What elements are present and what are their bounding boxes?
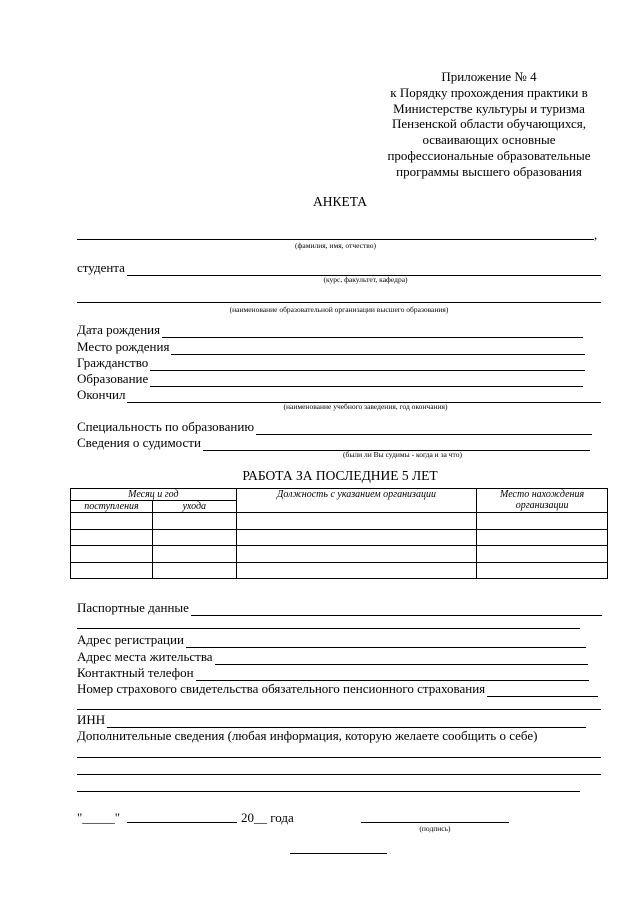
form-title: АНКЕТА [312,194,368,209]
passport-label: Паспортные данные [77,600,189,615]
reg-address-label: Адрес регистрации [77,632,184,647]
footer-divider [290,853,387,854]
inn-label: ИНН [77,712,106,727]
fio-caption: (фамилия, имя, отчество) [295,241,376,250]
date-day-field[interactable]: "_____" [77,810,121,825]
citizenship-label: Гражданство [77,355,149,370]
appendix-line: осваивающих основные [422,132,556,148]
table-cell[interactable] [236,529,476,546]
col-entry: поступления [71,501,153,513]
table-cell[interactable] [236,513,476,530]
appendix-line: профессиональные образовательные [387,147,591,163]
additional-field[interactable] [77,757,601,758]
reg-address-field[interactable] [186,635,586,648]
work-history-table [70,488,608,579]
additional-field[interactable] [77,791,580,792]
table-cell[interactable] [236,546,476,563]
signature-field[interactable] [361,822,509,823]
table-cell[interactable] [152,546,236,563]
citizenship-field[interactable] [150,358,585,371]
passport-field-2[interactable] [77,628,580,629]
table-cell[interactable] [477,513,608,530]
birthdate-row [77,322,583,338]
graduated-row [77,387,601,403]
specialty-label: Специальность по образованию [77,419,255,434]
phone-label: Контактный телефон [77,665,194,680]
table-cell[interactable] [152,529,236,546]
table-row [71,562,608,579]
table-cell[interactable] [152,562,236,579]
additional-label: Дополнительные сведения (любая информация, которую желаете сообщить о себе) [77,728,538,743]
graduated-label: Окончил [77,387,126,402]
specialty-row [77,419,592,435]
appendix-line: программы высшего образования [396,163,582,179]
appendix-line: к Порядку прохождения практики в [390,84,588,100]
col-location: Место нахождения организации [477,489,608,513]
org-caption: (наименование образовательной организации высшего образования) [229,305,449,314]
appendix-line: Министерстве культуры и туризма [393,100,585,116]
appendix-line: Приложение № 4 [441,69,537,84]
table-cell[interactable] [71,513,153,530]
additional-field[interactable] [77,774,601,775]
fio-field[interactable] [77,239,594,240]
inn-row [77,712,586,728]
birthdate-field[interactable] [162,325,583,338]
phone-field[interactable] [196,668,589,681]
table-cell[interactable] [71,562,153,579]
passport-field[interactable] [191,603,602,616]
table-row [71,529,608,546]
birthdate-label: Дата рождения [77,322,161,337]
course-caption: (курс, факультет, кафедра) [323,275,408,284]
table-cell[interactable] [236,562,476,579]
signature-caption: (подпись) [419,824,451,833]
passport-row [77,600,602,616]
student-row [77,260,601,276]
conviction-label: Сведения о судимости [77,435,201,450]
col-month-year: Месяц и год [71,489,237,501]
birthplace-row [77,339,585,355]
insurance-label: Номер страхового свидетельства обязательного пенсионного страхования [77,681,486,696]
fio-comma: , [594,227,598,242]
table-cell[interactable] [152,513,236,530]
table-cell[interactable] [477,546,608,563]
inn-field[interactable] [107,715,586,728]
reg-address-row [77,632,586,648]
birthplace-field[interactable] [171,342,585,355]
date-month-field[interactable] [127,822,237,823]
table-cell[interactable] [477,562,608,579]
live-address-label: Адрес места жительства [77,649,213,664]
live-address-row [77,649,588,665]
col-leave: ухода [152,501,236,513]
col-position: Должность с указанием организации [236,489,476,513]
work-section-title: РАБОТА ЗА ПОСЛЕДНИЕ 5 ЛЕТ [242,468,438,483]
insurance-field-2[interactable] [77,709,601,710]
citizenship-row [77,355,585,371]
table-cell[interactable] [477,529,608,546]
table-row [71,546,608,563]
education-field[interactable] [150,374,583,387]
conviction-row [77,435,590,451]
education-label: Образование [77,371,149,386]
conviction-caption: (были ли Вы судимы - когда и за что) [343,450,462,459]
table-cell[interactable] [71,546,153,563]
appendix-line: Пензенской области обучающихся, [391,116,587,132]
table-row [71,513,608,530]
appendix-header [360,69,618,180]
graduated-caption: (наименование учебного заведения, год окончания) [283,402,448,411]
date-year-field[interactable]: 20__ года [241,810,294,825]
student-label: студента [77,260,125,275]
phone-row [77,665,589,681]
education-row [77,371,583,387]
additional-row [77,728,601,744]
birthplace-label: Место рождения [77,339,170,354]
insurance-field[interactable] [487,684,598,697]
insurance-row [77,681,598,697]
live-address-field[interactable] [215,652,588,665]
org-field[interactable] [77,302,601,303]
table-cell[interactable] [71,529,153,546]
specialty-field[interactable] [256,422,592,435]
